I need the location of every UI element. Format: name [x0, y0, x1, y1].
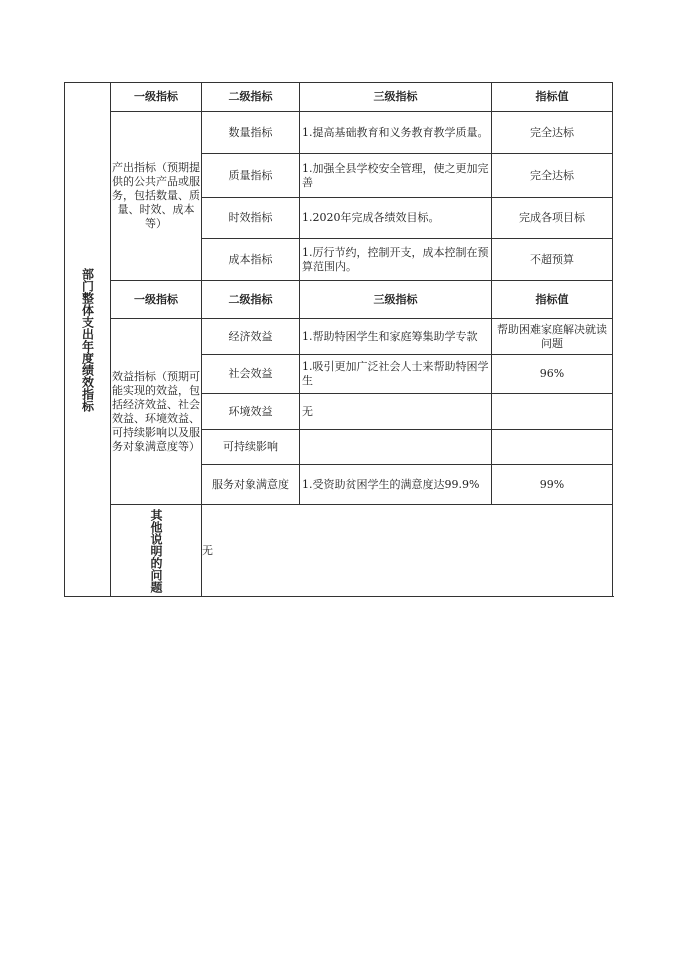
output-level3: 1.2020年完成各绩效目标。	[300, 198, 492, 239]
header-value: 指标值	[492, 281, 613, 319]
output-level2: 质量指标	[202, 154, 300, 198]
performance-table	[64, 82, 613, 597]
other-notes-content: 无	[202, 505, 613, 597]
benefit-category: 效益指标（预期可能实现的效益，包括经济效益、社会效益、环境效益、可持续影响以及服务对象满意度等）	[111, 319, 202, 505]
benefit-value: 96%	[492, 355, 613, 394]
output-value: 不超预算	[492, 239, 613, 281]
benefit-level2: 环境效益	[202, 394, 300, 430]
benefit-value	[492, 430, 613, 465]
output-level2: 数量指标	[202, 112, 300, 154]
benefit-value: 99%	[492, 465, 613, 505]
header-level2: 二级指标	[202, 281, 300, 319]
benefit-level3	[300, 430, 492, 465]
header-level2: 二级指标	[202, 83, 300, 112]
benefit-value	[492, 394, 613, 430]
benefit-level3: 1.帮助特困学生和家庭筹集助学专款	[300, 319, 492, 355]
output-level3: 1.提高基础教育和义务教育教学质量。	[300, 112, 492, 154]
output-level2: 成本指标	[202, 239, 300, 281]
output-value: 完全达标	[492, 112, 613, 154]
output-category: 产出指标（预期提供的公共产品或服务，包括数量、质量、时效、成本等）	[111, 112, 202, 281]
header-level1: 一级指标	[111, 281, 202, 319]
benefit-level3: 1.受资助贫困学生的满意度达99.9%	[300, 465, 492, 505]
output-level3: 1.厉行节约，控制开支，成本控制在预算范围内。	[300, 239, 492, 281]
output-value: 完成各项目标	[492, 198, 613, 239]
header-level3: 三级指标	[300, 83, 492, 112]
output-value: 完全达标	[492, 154, 613, 198]
header-level1: 一级指标	[111, 83, 202, 112]
header-value: 指标值	[492, 83, 613, 112]
output-level3: 1.加强全县学校安全管理，使之更加完善	[300, 154, 492, 198]
section-label-other-notes: 其他说明的问题	[111, 505, 202, 597]
benefit-level3: 1.吸引更加广泛社会人士来帮助特困学生	[300, 355, 492, 394]
benefit-level2: 社会效益	[202, 355, 300, 394]
benefit-level2: 可持续影响	[202, 430, 300, 465]
benefit-level3: 无	[300, 394, 492, 430]
section-label-annual-indicators: 部门整体支出年度绩效指标	[65, 83, 111, 597]
benefit-value: 帮助困难家庭解决就读问题	[492, 319, 613, 355]
output-level2: 时效指标	[202, 198, 300, 239]
benefit-level2: 服务对象满意度	[202, 465, 300, 505]
header-level3: 三级指标	[300, 281, 492, 319]
benefit-level2: 经济效益	[202, 319, 300, 355]
